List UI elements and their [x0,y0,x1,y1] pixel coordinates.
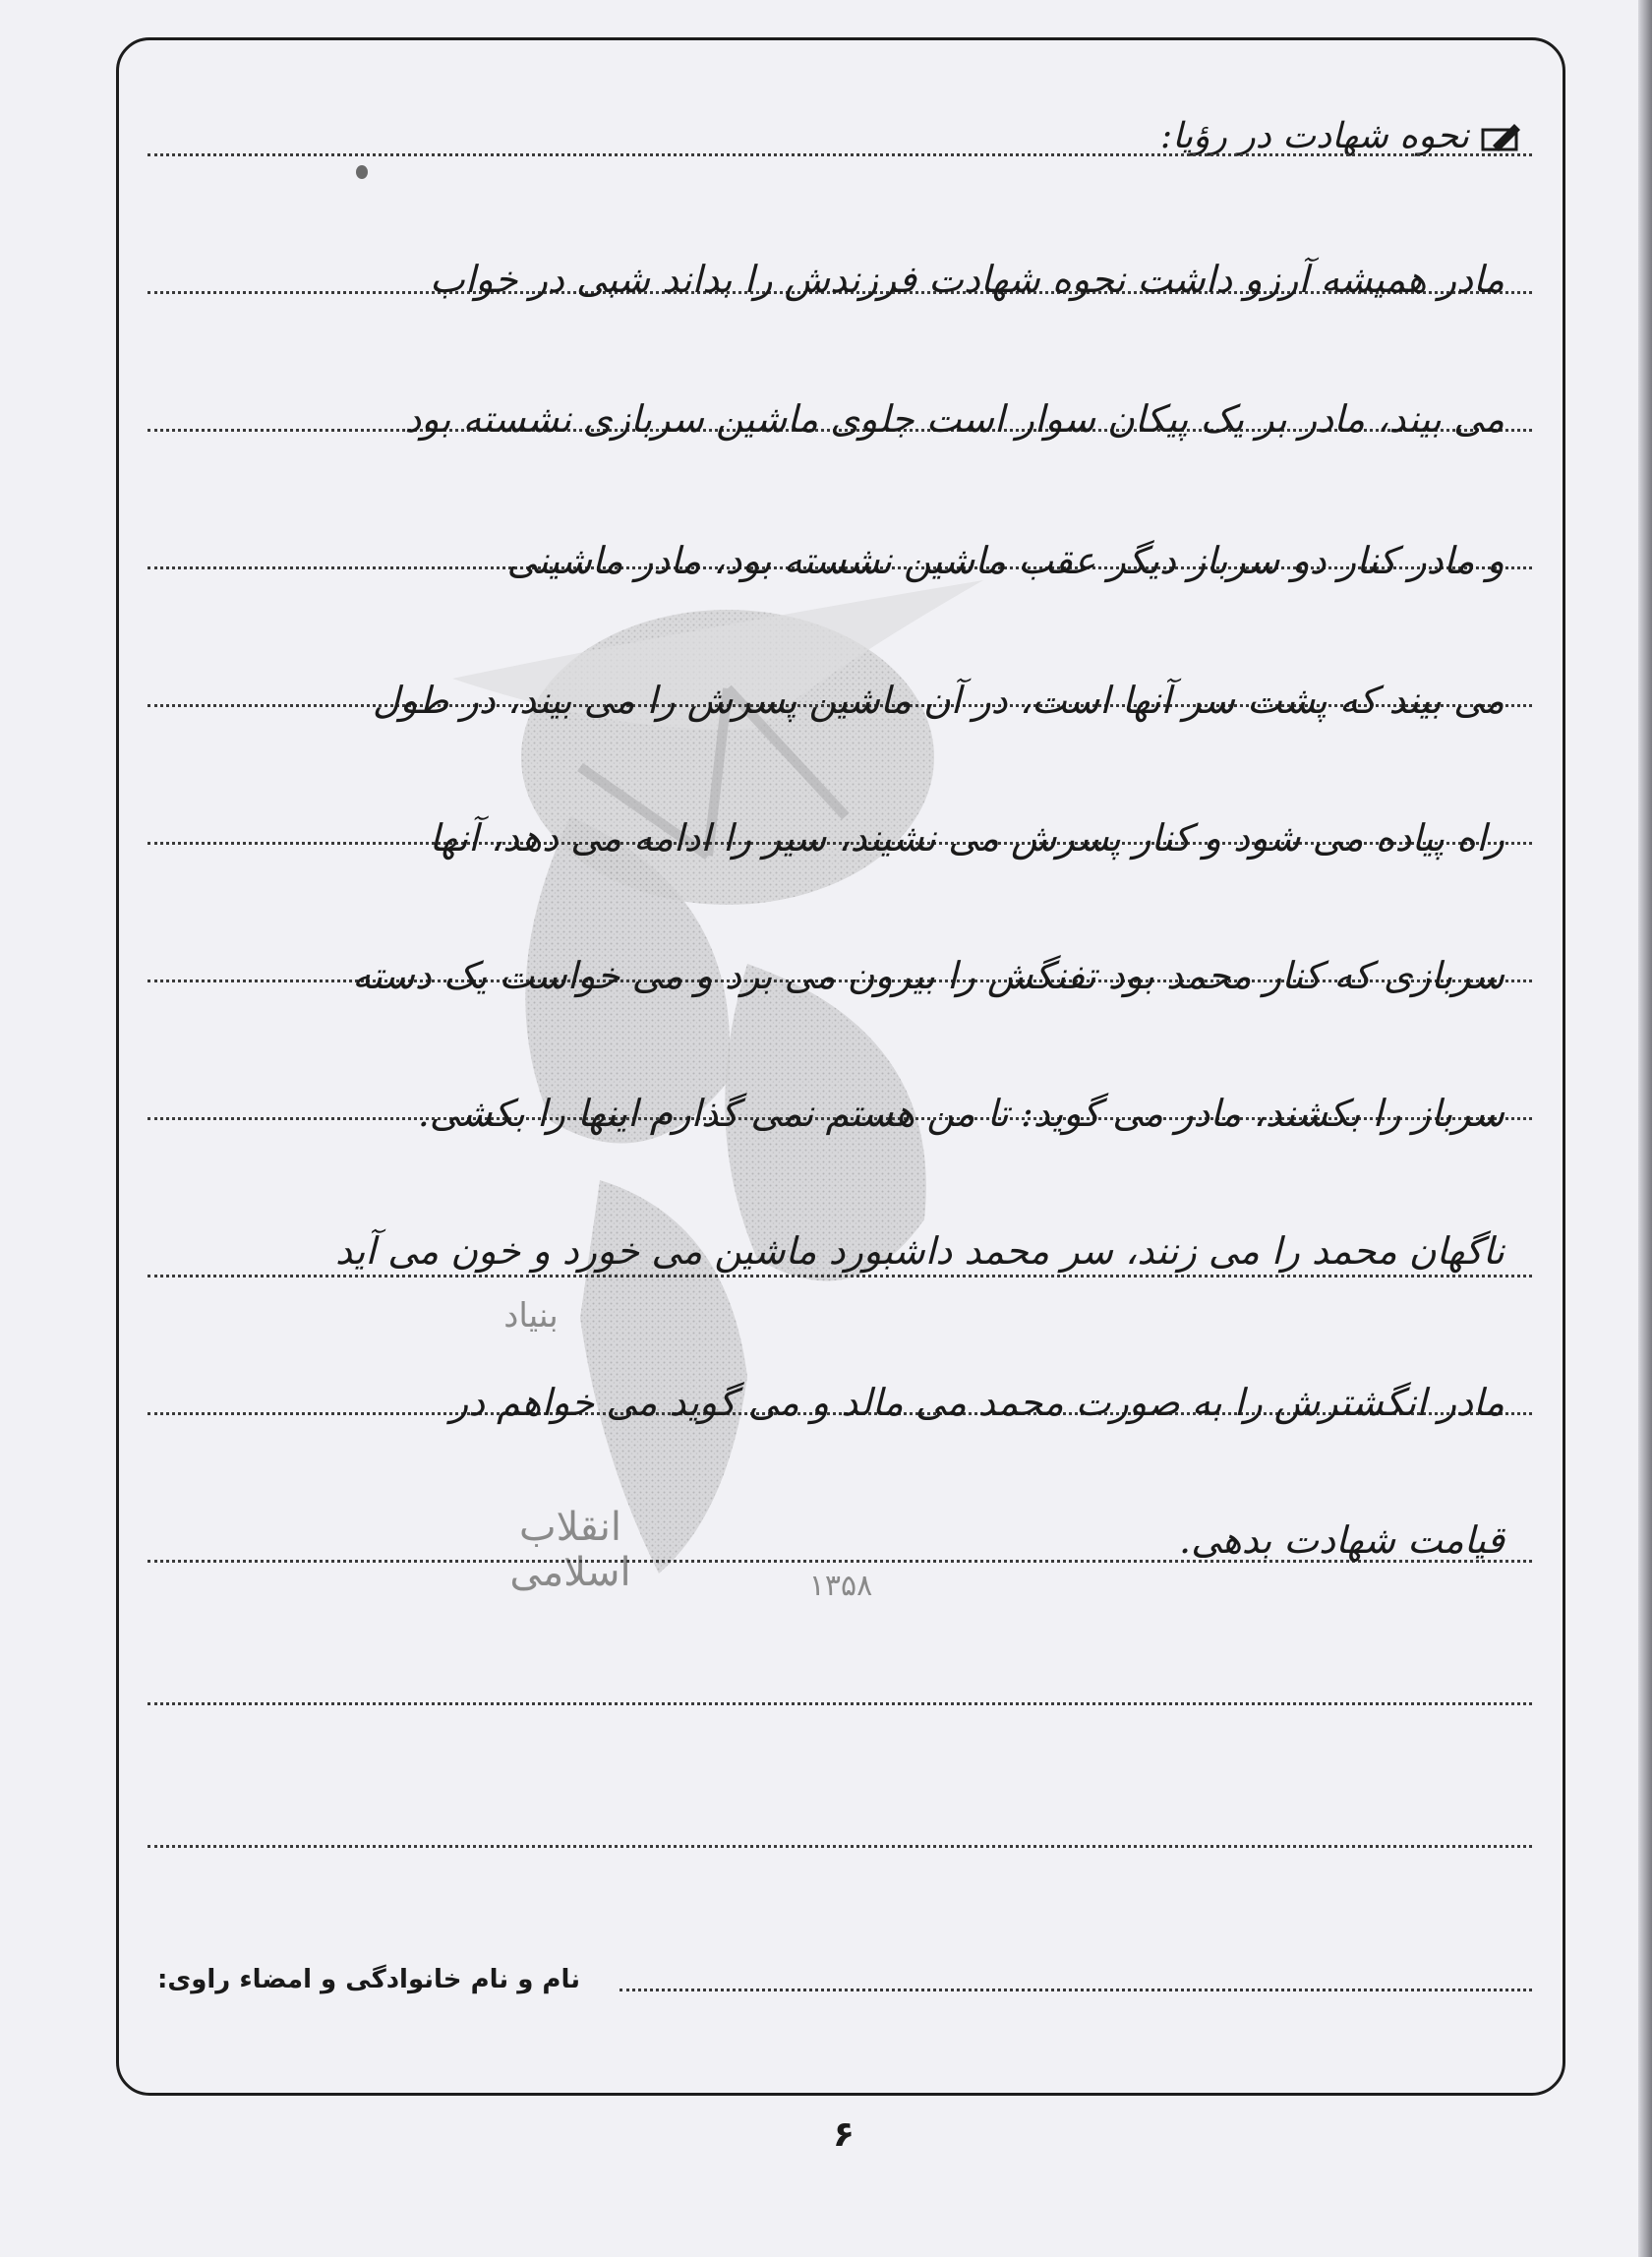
handwritten-line: ناگهان محمد را می زنند، سر محمد داشبورد ماشین می خورد و خون می آید [334,1229,1504,1273]
watermark-year: ۱۳۵۸ [808,1569,873,1603]
handwritten-line: مادر انگشترش را به صورت محمد می مالد و می گوید می خواهم در [449,1381,1504,1424]
handwritten-line: می بیند، مادر بر یک پیکان سوار است جلوی ماشین سربازی نشسته بود [404,397,1504,441]
pencil-icon [1481,120,1524,153]
watermark-label-main: انقلاب اسلامی [509,1505,631,1595]
handwritten-line: مادر همیشه آرزو داشت نحوه شهادت فرزندش را بداند شبی در خواب [430,258,1504,301]
ink-speck [356,165,368,179]
watermark-label-top: بنیاد [503,1296,559,1336]
foundation-emblem-watermark [433,570,1042,1603]
handwritten-line: و مادر کنار دو سرباز دیگر عقب ماشین نشسته بود، مادر ماشینی [506,539,1504,582]
title-row [1160,116,1524,156]
narrator-signature-label: نام و نام خانوادگی و امضاء راوی: [157,1965,580,1994]
ruled-line [148,1845,1532,1848]
handwritten-line: می بیند که پشت سر آنها است، در آن ماشین پسرش را می بیند، در طول [372,679,1504,722]
handwritten-line: قیامت شهادت بدهی. [1179,1518,1504,1562]
handwritten-line: راه پیاده می شود و کنار پسرش می نشیند، سیر را ادامه می دهد، آنها [429,816,1504,860]
page-number: ۶ [833,2114,855,2155]
handwritten-line: سربازی که کنار محمد بود تفنگش را بیرون می برد و می خواست یک دسته [352,954,1504,997]
ruled-line [148,1275,1532,1277]
ruled-line [148,153,1532,156]
section-title: نحوه شهادت در رؤیا: [1160,116,1469,156]
scan-edge-shadow [1638,0,1652,2257]
signature-line [620,1989,1532,1991]
ruled-line [148,1702,1532,1705]
handwritten-line: سرباز را بکشند، مادر می گوید: تا من هستم نمی گذارم اینها را بکشی. [417,1092,1504,1135]
